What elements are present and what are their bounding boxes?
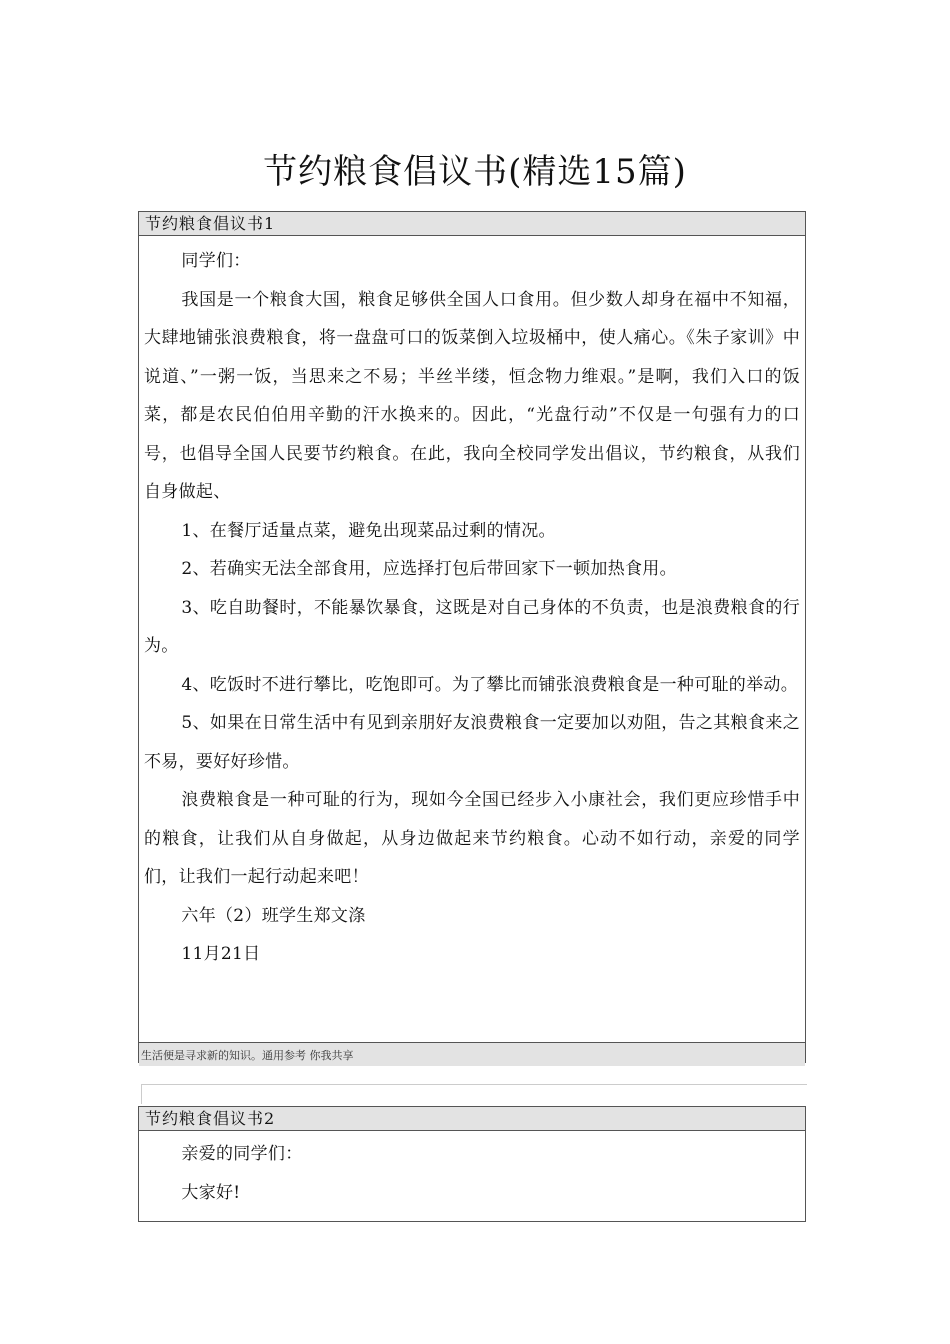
section-1-box xyxy=(138,211,806,1063)
section-1-closing-paragraph: 浪费粮食是一种可耻的行为，现如今全国已经步入小康社会，我们更应珍惜手中的粮食，让我们从自身做起，从身边做起来节约粮食。心动不如行动，亲爱的同学们，让我们一起行动起来吧！ xyxy=(144,790,800,887)
section-1-header: 节约粮食倡议书1 xyxy=(139,212,805,236)
section-1-item-2: 2、若确实无法全部食用，应选择打包后带回家下一顿加热食用。 xyxy=(181,559,677,579)
section-2-header: 节约粮食倡议书2 xyxy=(139,1107,805,1131)
section-1-body xyxy=(139,236,805,1042)
section-1-signature: 六年（2）班学生郑文涤 xyxy=(181,905,366,926)
section-1-intro-paragraph: 我国是一个粮食大国，粮食足够供全国人口食用。但少数人却身在福中不知福，大肆地铺张浪费粮食，将一盘盘可口的饭菜倒入垃圾桶中，使人痛心。《朱子家训》中说道、”一粥一饭，当思来之不易；半丝半缕，恒念物力维艰。”是啊，我们入口的饭菜，都是农民伯伯用辛勤的汗水换来的。因此，“光盘行动”不仅是一句强有力的口号，也倡导全国人民要节约粮食。在此，我向全校同学发出倡议，节约粮食，从我们自身做起、 xyxy=(144,289,800,502)
section-1-item-1: 1、在餐厅适量点菜，避免出现菜品过剩的情况。 xyxy=(181,520,556,541)
section-2-greeting: 亲爱的同学们： xyxy=(181,1144,303,1164)
page-break-strip xyxy=(141,1084,807,1104)
section-1-item-5: 5、如果在日常生活中有见到亲朋好友浪费粮食一定要加以劝阻，告之其粮食来之不易，要好好珍惜。 xyxy=(144,713,800,772)
section-2-salutation: 大家好! xyxy=(181,1182,241,1203)
section-1-greeting: 同学们： xyxy=(181,251,251,271)
document-title: 节约粮食倡议书(精选15篇) xyxy=(263,151,687,192)
section-1-footer: 生活便是寻求新的知识。通用参考 你我共享 xyxy=(139,1042,805,1066)
section-1-item-4: 4、吃饭时不进行攀比，吃饱即可。为了攀比而铺张浪费粮食是一种可耻的举动。 xyxy=(181,674,799,695)
section-2-box xyxy=(138,1106,806,1222)
section-1-date: 11月21日 xyxy=(181,944,261,964)
section-1-item-3: 3、吃自助餐时，不能暴饮暴食，这既是对自己身体的不负责，也是浪费粮食的行为。 xyxy=(144,597,800,656)
section-2-body xyxy=(139,1131,805,1212)
